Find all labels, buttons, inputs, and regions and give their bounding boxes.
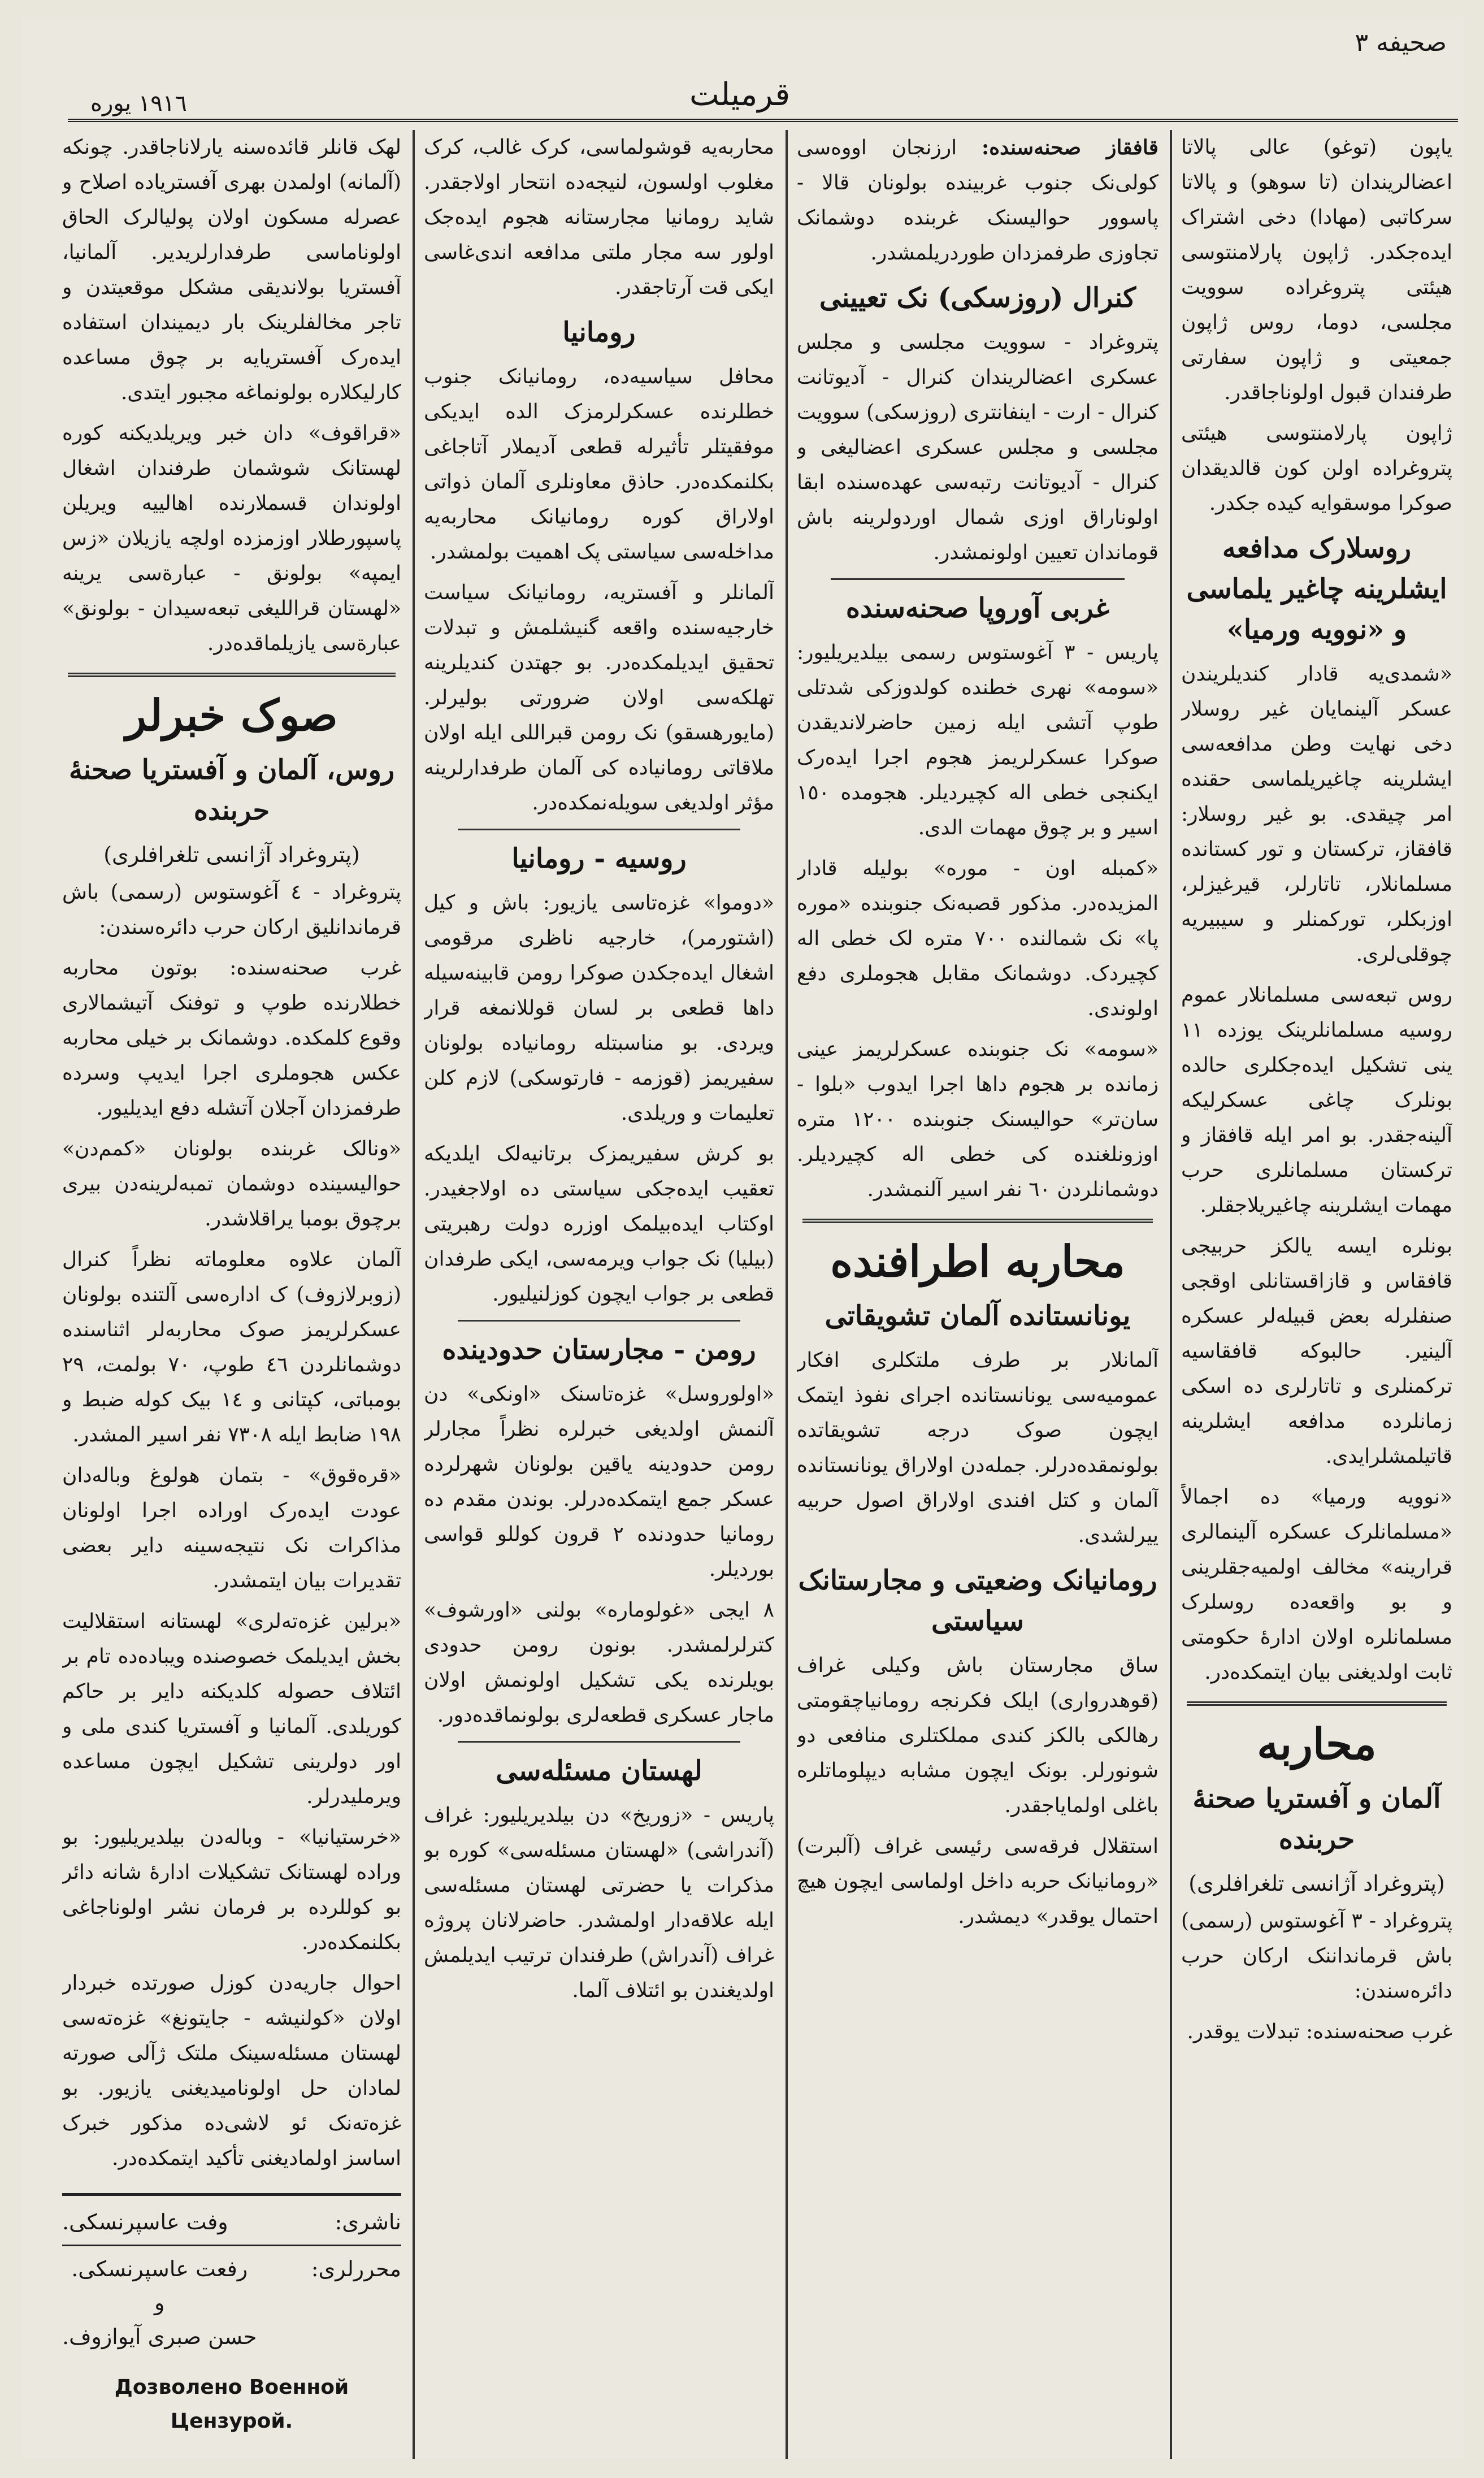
issue-date: ١٩١٦ یوره <box>90 90 187 116</box>
paragraph: غرب صحنه‌سنده: بوتون محاربه خطلارنده طوپ و توفنک آتیشمالاری وقوع کلمکده. دوشمانک بر خیلی محاربه عکس هجوملری اجرا ایدیپ وسرده طرفمزدان آجلان آتشله دفع ایدیلیور. <box>62 956 401 1120</box>
paragraph: «شمدی‌یه قادار کندیلریندن عسکر آلینمایان غیر روسلار دخی نهایت وطن مدافعه‌سی ایشلرینه چاغیریلماسی حقنده امر چیقدی. بو غیر روسلار: قافقاز، ترکستان و تور کستانده مسلمانلار، تاتارلر، قیرغیزلر، اوزبکلر، تورکمنلر و سیبیریه چوقلی‌لری. <box>1181 662 1452 966</box>
column-rule <box>1170 130 1172 2459</box>
divider <box>802 1219 1153 1223</box>
paragraph: محافل سیاسیه‌ده، رومانیانک جنوب خطلرنده عسکرلرمزک الده ایدیکی موفقیتلر تأثیرله قطعی آدیملار آتاجاغی بکلنمکده‌در. حاذق معاونلری آلمان ذواتی اولاراق کوره رومانیانک محاربه‌یه مداخله‌سی سیاستی پک اهمیت بولمشدر. <box>424 365 774 564</box>
publisher-label: ناشری: <box>335 2210 401 2234</box>
column-3 <box>424 130 774 2459</box>
divider <box>831 578 1125 580</box>
paragraph: «اولوروسل» غزه‌تاسنک «اونکی» دن آلنمش اولدیغی خبرلره نظراً مجارلر رومن حدودینه یاقین بولونان شهرلرده عسکر جمع ایتمکده‌درلر. بوندن مقدم ده رومانیا حدودنده ٢ قرون کوللو قواسی بوردیلر. <box>424 1383 774 1581</box>
paragraph-text: ارزنجان اووه‌سی کولی‌نک جنوب غربینده بولونان قالا - پاسوور حوالیسنک غربنده دوشمانک تجاوزی طرفمزدان طوردریلمشدر. <box>797 136 1158 265</box>
section-heading: روسیه - رومانیا <box>511 843 687 874</box>
paragraph: «قراقوف» دان خبر ویریلدیکنه کوره لهستانک شوشمان طرفندان اشغال اولوندان قسملارنده اهالییه ویریلن پاسپورطلار اوزمزده اولچه یازیلان «زس ایمپه» بولونق - عبارة‌سی یرینه «لهستان قراللیغی تبعه‌سیدان - بولونق» عبارةسی یازیلماقده‌در. <box>62 422 401 655</box>
censor-notice: Дозволено Военной Цензурой. <box>114 2376 349 2433</box>
divider <box>458 1741 740 1743</box>
imprint <box>62 2193 401 2438</box>
source-line: (پتروغراد آژانسی تلغرافلری) <box>1188 1871 1445 1896</box>
paragraph: ژاپون پارلامنتوسی هیئتی پتروغراده اولن کون قالدیقدان صوکرا موسقوایه کیده جکدر. <box>1181 422 1452 515</box>
divider <box>458 1320 740 1322</box>
section-heading: رومانیانک وضعیتی و مجارستانک سیاستی <box>798 1565 1157 1637</box>
paragraph: پتروغراد - ٤ آغوستوس (رسمی) باش قرماندانلیق ارکان حرب دائره‌سندن: <box>62 881 401 939</box>
column-5 <box>1181 130 1452 2459</box>
paragraph: پاریس - ٣ آغوستوس رسمی بیلدیریلیور: «سومه» نهری خطنده کولدوزکی شدتلی طوپ آتشی ایله زمین حاضرلاندیقدن صوکرا عسکرلریمز هجوم اجرا ایده‌رک ایکنجی خطی اله کچیردیلر. هجومده ١٥٠ اسیر و بر چوق مهمات الدی. <box>797 641 1158 839</box>
section-heading: روسلارک مدافعه ایشلرینه چاغیر یلماسی و «نوویه ورمیا» <box>1186 532 1447 646</box>
source-line: (پتروغراد آژانسی تلغرافلری) <box>103 842 360 867</box>
column-rule <box>413 130 415 2459</box>
paragraph: «قره‌قوق» - بتمان هولوغ وباله‌دان عودت ایده‌رک اوراده اجرا اولونان مذاکرات نک نتیجه‌سینه دایر بعضی تقدیرات بیان ایتمشدر. <box>62 1464 401 1592</box>
editor-name: حسن صبری آیوازوف. <box>62 2324 257 2349</box>
paragraph: روس تبعه‌سی مسلمانلار عموم روسیه مسلمانلرینک یوزده ١١ ینی تشکیل ایده‌جکلری حالده بونلرک چاغی عسکرلیکه آلینه‌جقدر. بو امر ایله قافقاز و ترکستان مسلمانلری حرب مهمات ایشلرینه چاغیریلاجقلر. <box>1181 984 1452 1217</box>
newspaper-page <box>23 17 1464 2459</box>
column-4 <box>797 130 1158 2459</box>
masthead: قرمیلت <box>689 76 791 113</box>
paragraph: آلمانلار بر طرف ملتکلری افکار عمومیه‌سی یونانستانده اجرای نفوذ ایتمک ایچون صوک درجه تشویقاتده بولونمقده‌درلر. جمله‌دن اولاراق یونانستانده آلمان و کتل افندی اولاراق اصول حربیه ییرلشدی. <box>797 1349 1158 1547</box>
publisher-row <box>62 2205 401 2239</box>
section-title: محاربه <box>1257 1719 1377 1769</box>
editor-name: رفعت عاسپرنسکی. <box>71 2256 248 2281</box>
paragraph: «نوویه ورمیا» ده اجمالاً «مسلمانلرک عسکره آلینمالری قرارینه» مخالف اولمیه‌جقلرینی و بو واقعه‌ده روسلرک مسلمانلره اولان ادارهٔ حکومتی ثابت اولدیغنی بیان ایتمکده‌در. <box>1181 1485 1452 1684</box>
paragraph: غرب صحنه‌سنده: تبدلات یوقدر. <box>1187 2020 1452 2043</box>
publisher-name: وفت عاسپرنسکی. <box>62 2210 228 2234</box>
paragraph: پتروغراد - سوویت مجلسی و مجلس عسکری اعضالریندان کنرال - آدیوتانت کنرال - ارت - اینفانتری (روزسکی) سوویت مجلسی و مجلس عسکری اعضالیغی و کنرال - آدیوتانت رتبه‌سی عهده‌سنده ابقا اولوناراق اوزی شمال اوردولرینه باش قوماندان تعیین اولونمشدر. <box>797 331 1158 564</box>
paragraph: محاربه‌یه قوشولماسی، کرک غالب، کرک مغلوب اولسون، لنیجه‌ده انتحار اولاجقدر. شاید رومانیا مجارستانه هجوم ایده‌جک اولور سه مجار ملتی مدافعه اندی‌غاسی ایکی قت آرتاجقدر. <box>424 136 774 299</box>
paragraph: «دوموا» غزه‌تاسی یازیور: باش و کیل (اشتورمر)، خارجیه ناظری مرقومی اشغال ایده‌جکدن صوکرا رومن قابینه‌سیله داها قطعی بر لسان قوللانمغه قرار ویردی. بو مناسبتله رومانیاده بولونان سفیریمز (قوزمه - فارتوسکی) لازم کلن تعلیمات و وریلدی. <box>424 891 774 1125</box>
paragraph: بو کرش سفیریمزک برتانیه‌لک ایلدیکه تعقیب ایده‌جکی سیاستی ده اولاجغیدر. اوکتاب ایده‌بیلمک اوزره دولت رهبریتی (بیلیا) نک جواب ویرمه‌سی، ایکی طرفدان قطعی بر جواب ایچون کوزلنیلیور. <box>424 1142 774 1306</box>
paragraph: آلمان علاوه معلوماته نظراً کنرال (زوبرلازوف) ک اداره‌سی آلتنده بولونان عسکرلریمز صوک محاربه‌لر اثناسنده دوشمانلردن ٤٦ طوپ، ٧٠ بولمت، ٢٩ بومباتی، کپتانی و ١٤ بیک کوله ضبط و ١٩٨ ضابط ایله ٧٣٠٨ نفر اسیر المشدر. <box>62 1248 401 1446</box>
paragraph: پتروغراد - ٣ آغوستوس (رسمی) باش قرمانداننک ارکان حرب دائره‌سندن: <box>1181 1909 1452 2003</box>
section-subtitle: یونانستانده آلمان تشویقاتی <box>825 1300 1131 1332</box>
paragraph: ٨ ایجی «غولوماره» بولنی «اورشوف» کترلرلمشدر. بونون رومن حدودی بویلرنده یکی تشکیل اولونمش اولان ماجار عسکری قطعه‌لری بولونماقده‌دور. <box>424 1598 774 1727</box>
paragraph: بونلره ایسه یالکز حربیجی قافقاس و قازاقستانلی اوقجی صنفلرله بعض قبیله‌لر عسکره آلینیر. حالبوکه قافقاسیه ترکمنلری و تاتارلری ده اسکی زمانلرده مدافعه ایشلرینه قاتیلمشلرایدی. <box>1181 1234 1452 1468</box>
paragraph: «سومه» نک جنوبنده عسکرلریمز عینی زمانده بر هجوم داها اجرا ایدوب «بلوا - سان‌تر» حوالیسنک جنوبنده ١٢٠٠ متره اوزونلغنده کی خطی اله کچیردیلر. دوشمانلردن ٦٠ نفر اسیر آلنمشدر. <box>797 1038 1158 1201</box>
section-heading: لهستان مسئله‌سی <box>496 1755 702 1787</box>
editors-names <box>62 2252 257 2354</box>
section-title: محاربه اطرافنده <box>830 1236 1125 1286</box>
paragraph <box>797 130 1158 271</box>
paragraph: ساق مجارستان باش وکیلی غراف (قوهدرواری) ایلک فکرنجه رومانیاچقومتی رهالکی بالکز کندی مملکتلری منافعی دو شونورلر. بونک ایچون مشابه دیپلوماتلره باغلی اولمایاجقدر. <box>797 1654 1158 1817</box>
editors-row <box>62 2245 401 2354</box>
section-title: صوک خبرلر <box>125 690 338 740</box>
paragraph: «خرستیانیا» - وباله‌دن بیلدیریلیور: بو وراده لهستانک تشکیلات ادارهٔ شانه دائر بو کوللرده بر فرمان نشر اولوناجاغی بکلنمکده‌در. <box>62 1826 401 1954</box>
divider <box>68 673 396 677</box>
paragraph: «کمبله اون - موره» بولیله قادار المزیده‌در. مذکور قصبه‌نک جنوبنده «موره پا» نک شمالنده ٧٠٠ متره لک خطی اله کچیردک. دوشمانک مقابل هجوملری دفع اولوندی. <box>797 857 1158 1020</box>
page-header <box>68 23 1458 122</box>
paragraph: استقلال فرقه‌سی رئیسی غراف (آلبرت) «رومانیانک حربه داخل اولماسی ایچون هیچ احتمال یوقدر» دیمشدر. <box>797 1835 1158 1928</box>
paragraph: پاریس - «زوریخ» دن بیلدیریلیور: غراف (آندراشی) «لهستان مسئله‌سی» کوره بو مذکرات یا حضرتی لهستان مسئله‌سی ایله علاقه‌دار اولمشدر. حاضرلانان پروژه غراف (آندراش) طرفندان ترتیب ایدیلمش اولدیغندن بو ائتلاف آلما. <box>424 1804 774 2002</box>
inline-heading: قافقاز صحنه‌سنده: <box>982 136 1158 159</box>
editor-conjunction: و <box>154 2290 165 2315</box>
section-heading: کنرال (روزسکی) نک تعیینی <box>819 282 1136 314</box>
editors-label: محررلری: <box>311 2256 401 2281</box>
section-heading: رومانیا <box>562 317 636 348</box>
paragraph: «برلین غزه‌ته‌لری» لهستانه استقلالیت بخش ایدیلمک خصوصنده ویباده‌ده تام بر ائتلاف حصوله کلدیکنه دایر بر حاکم کوریلدی. آلمانیا و آفستریا کندی ملی و اور دولرینی تشکیل ایچون مساعده ویرملیدرلر. <box>62 1610 401 1808</box>
paragraph: «ونالک غربنده بولونان «کمم‌دن» حوالیسینده دوشمان تمبه‌لرینه‌دن بیری برچوق بومبا یراقلاشدر. <box>62 1137 401 1231</box>
section-heading: غربی آوروپا صحنه‌سنده <box>845 592 1110 624</box>
section-heading: رومن - مجارستان حدودینده <box>442 1334 756 1366</box>
paragraph: آلمانلر و آفستریه، رومانیانک سیاست خارجیه‌سنده واقعه گنیشلمش و تبدلات تحقیق ایدیلمکده‌در. بو جهتدن کندیلرینه تهلکه‌سی اولان ضرورتی بولیرلر. (مایورهسقو) نک رومن قبراللی ایله اولان ملاقاتی رومانیاده کی آلمان طرفدارلرینه مؤثر اولدیغی سویله‌نمکده‌در. <box>424 581 774 815</box>
column-rule <box>786 130 788 2459</box>
column-2 <box>62 130 401 2459</box>
section-subtitle: روس، آلمان و آفستریا صحنهٔ حربنده <box>68 754 395 826</box>
divider <box>458 829 740 830</box>
divider <box>1187 1701 1447 1706</box>
page-number: صحیفه ٣ <box>1355 28 1447 57</box>
paragraph: لهک قانلر قائده‌سنه یارلاناجاقدر. چونکه (آلمانه) اولمدن بهری آفستریاده اصلاح و عصرله مسکون اولان پولیالرک الحاق اولوناماسی طرفدارلریدیر. آلمانیا، آفستریا بولاندیقی مشکل موقعیتدن و تاجر مخالفلرینک بار دیمیندان استفاده ایده‌رک آفستریایه بر چوق مساعده کارلیکلاره بولونماغه مجبور ایتدی. <box>62 136 401 404</box>
section-subtitle: آلمان و آفستریا صحنهٔ حربنده <box>1192 1783 1441 1855</box>
paragraph: یاپون (توغو) عالی پالاتا اعضالریندان (تا سوهو) و پالاتا سرکاتبی (مهادا) دخی اشتراک ایده‌جکدر. ژاپون پارلامنتوسی هیئتی پتروغراده سوویت مجلسی، دوما، روس ژاپون جمعیتی و ژاپون سفارتی طرفندان قبول اولوناجاقدر. <box>1181 136 1452 404</box>
paragraph: احوال جاریه‌دن کوزل صورتده خبردار اولان «کولنیشه - جایتونغ» غزه‌ته‌سی لهستان مسئله‌سینک ملتک ژآلی صورته لمادان حل اولونامیدیغنی یازیور. بو غزه‌ته‌نک ئو لاشی‌ده مذکور خبرک اساسز اولمادیغنی تأکید ایتمکده‌در. <box>62 1972 401 2170</box>
